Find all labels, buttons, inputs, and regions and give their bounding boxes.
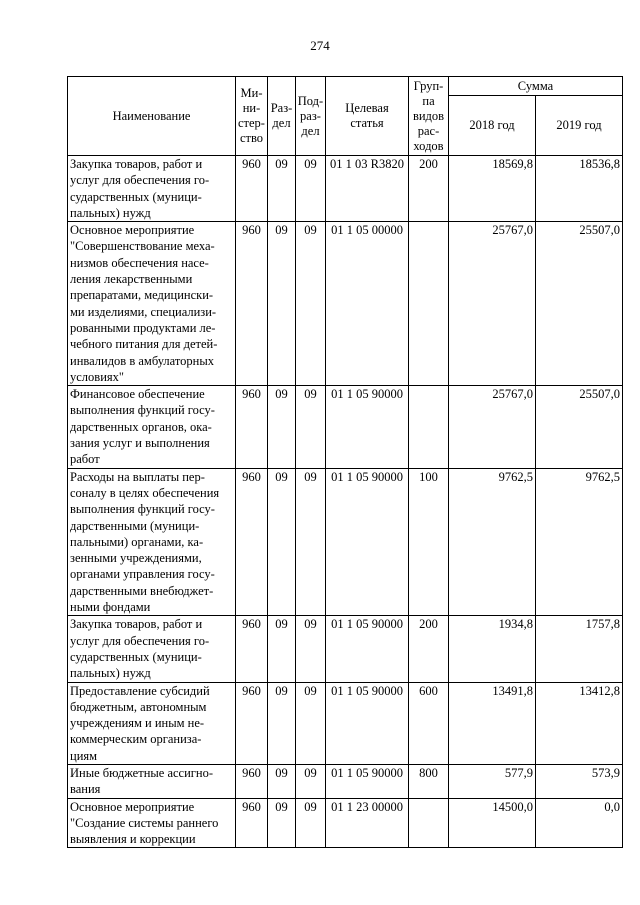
- cell-target: 01 1 05 90000: [326, 764, 409, 798]
- table-row: [68, 156, 623, 222]
- cell-ministry: 960: [236, 156, 268, 222]
- cell-name: Основное мероприятие "Совершенствование меха- низмов обеспечения насе- ления лекарственными препаратами, медицински- ми изделиями, специализи- рованными продуктами ле- чебного питания для детей- инвалидов в амбулаторных условиях": [68, 222, 236, 386]
- cell-2018: 18569,8: [449, 156, 536, 222]
- cell-section: 09: [268, 156, 296, 222]
- cell-subsection: 09: [296, 156, 326, 222]
- cell-name: Расходы на выплаты пер- соналу в целях обеспечения выполнения функций госу- дарственными (муници- пальными) органами, ка- зенными учреждениями, органами управления госу- дарственными внебюджет- ными фондами: [68, 468, 236, 616]
- table-row: [68, 616, 623, 682]
- cell-section: 09: [268, 798, 296, 848]
- header-2019: 2019 год: [536, 96, 623, 156]
- header-2018: 2018 год: [449, 96, 536, 156]
- cell-group: [409, 222, 449, 386]
- cell-target: 01 1 05 90000: [326, 468, 409, 616]
- cell-ministry: 960: [236, 222, 268, 386]
- cell-subsection: 09: [296, 616, 326, 682]
- cell-target: 01 1 05 90000: [326, 616, 409, 682]
- cell-section: 09: [268, 764, 296, 798]
- cell-ministry: 960: [236, 798, 268, 848]
- cell-2019: 25507,0: [536, 222, 623, 386]
- budget-table: [67, 76, 623, 848]
- cell-2018: 14500,0: [449, 798, 536, 848]
- cell-name: Финансовое обеспечение выполнения функций госу- дарственных органов, ока- зания услуг и выполнения работ: [68, 386, 236, 468]
- cell-2019: 573,9: [536, 764, 623, 798]
- cell-group: 100: [409, 468, 449, 616]
- cell-group: 600: [409, 682, 449, 764]
- table-row: [68, 222, 623, 386]
- cell-name: Предоставление субсидий бюджетным, автономным учреждениям и иным не- коммерческим организа- циям: [68, 682, 236, 764]
- table-row: [68, 386, 623, 468]
- cell-name: Закупка товаров, работ и услуг для обеспечения го- сударственных (муници- пальных) нужд: [68, 156, 236, 222]
- cell-name: Иные бюджетные ассигно- вания: [68, 764, 236, 798]
- cell-target: 01 1 23 00000: [326, 798, 409, 848]
- table-row: [68, 468, 623, 616]
- cell-target: 01 1 05 90000: [326, 386, 409, 468]
- cell-group: 800: [409, 764, 449, 798]
- cell-ministry: 960: [236, 386, 268, 468]
- cell-group: 200: [409, 156, 449, 222]
- cell-section: 09: [268, 682, 296, 764]
- cell-subsection: 09: [296, 798, 326, 848]
- cell-2019: 18536,8: [536, 156, 623, 222]
- header-name: Наименование: [68, 77, 236, 156]
- cell-target: 01 1 05 90000: [326, 682, 409, 764]
- cell-section: 09: [268, 222, 296, 386]
- cell-ministry: 960: [236, 616, 268, 682]
- header-subsection: Под- раз- дел: [296, 77, 326, 156]
- header-ministry: Ми- ни- стер- ство: [236, 77, 268, 156]
- cell-2018: 577,9: [449, 764, 536, 798]
- cell-2018: 1934,8: [449, 616, 536, 682]
- header-section: Раз- дел: [268, 77, 296, 156]
- cell-2018: 9762,5: [449, 468, 536, 616]
- cell-ministry: 960: [236, 764, 268, 798]
- cell-group: [409, 798, 449, 848]
- cell-target: 01 1 05 00000: [326, 222, 409, 386]
- cell-group: 200: [409, 616, 449, 682]
- cell-2019: 0,0: [536, 798, 623, 848]
- cell-2019: 9762,5: [536, 468, 623, 616]
- header-group: Груп- па видов рас- ходов: [409, 77, 449, 156]
- header-sum: Сумма: [449, 77, 623, 96]
- cell-ministry: 960: [236, 682, 268, 764]
- cell-subsection: 09: [296, 386, 326, 468]
- cell-subsection: 09: [296, 222, 326, 386]
- cell-section: 09: [268, 386, 296, 468]
- cell-group: [409, 386, 449, 468]
- table-row: [68, 798, 623, 848]
- cell-subsection: 09: [296, 682, 326, 764]
- cell-name: Закупка товаров, работ и услуг для обеспечения го- сударственных (муници- пальных) нужд: [68, 616, 236, 682]
- cell-2018: 25767,0: [449, 222, 536, 386]
- cell-2019: 1757,8: [536, 616, 623, 682]
- table-row: [68, 764, 623, 798]
- cell-ministry: 960: [236, 468, 268, 616]
- cell-subsection: 09: [296, 468, 326, 616]
- cell-2018: 13491,8: [449, 682, 536, 764]
- cell-2019: 25507,0: [536, 386, 623, 468]
- page-number: 274: [310, 38, 330, 53]
- cell-section: 09: [268, 468, 296, 616]
- cell-subsection: 09: [296, 764, 326, 798]
- cell-name: Основное мероприятие "Создание системы раннего выявления и коррекции: [68, 798, 236, 848]
- cell-2018: 25767,0: [449, 386, 536, 468]
- cell-2019: 13412,8: [536, 682, 623, 764]
- header-target: Целевая статья: [326, 77, 409, 156]
- table-row: [68, 682, 623, 764]
- table-body: [68, 156, 623, 848]
- cell-section: 09: [268, 616, 296, 682]
- cell-target: 01 1 03 R3820: [326, 156, 409, 222]
